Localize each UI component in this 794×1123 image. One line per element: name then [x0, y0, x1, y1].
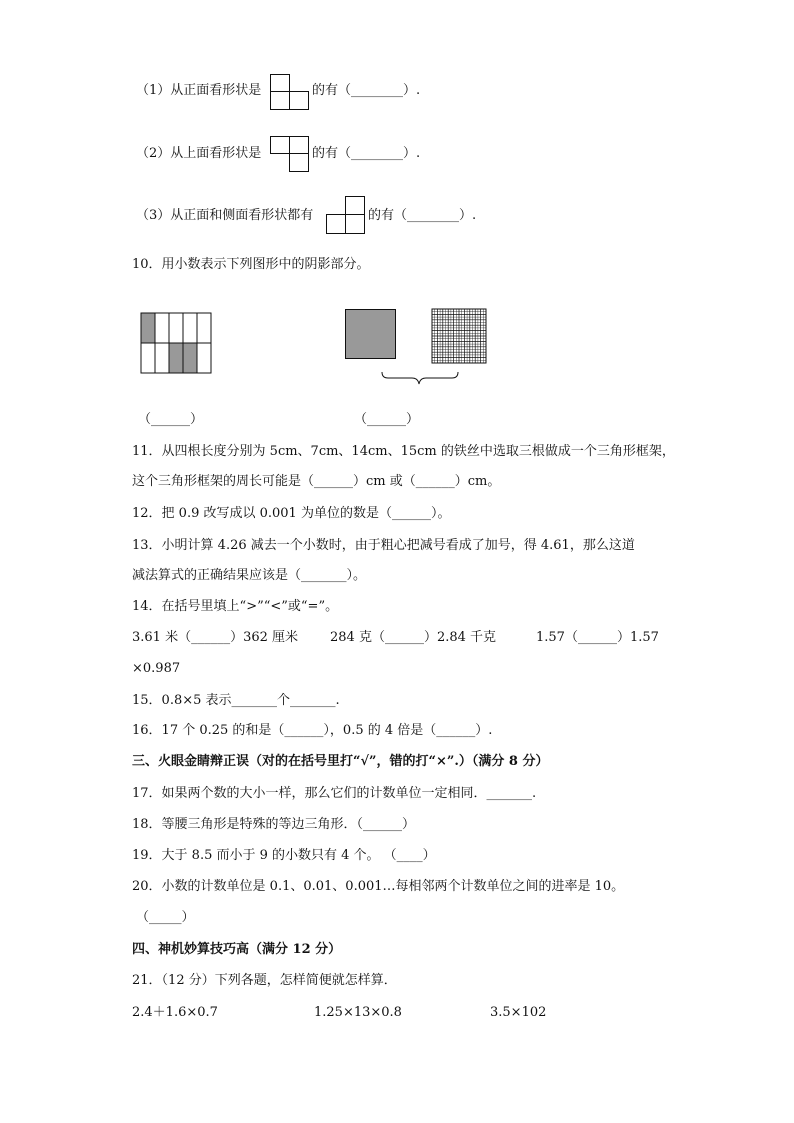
q16-text: 16．17 个 0.25 的和是（______），0.5 的 4 倍是（______）.	[132, 723, 493, 738]
q17-text: 17．如果两个数的大小一样，那么它们的计数单位一定相同．_______.	[132, 786, 537, 801]
bar-cell	[141, 343, 155, 373]
bar-cell	[183, 313, 197, 343]
front-view-shape-icon	[270, 74, 310, 110]
q14-compare-c: 1.57（______）1.57	[536, 630, 659, 645]
q20-line1: 20．小数的计数单位是 0.1、0.01、0.001…每相邻两个计数单位之间的进率是 10。	[132, 879, 625, 894]
q21-expression3: 3.5×102	[490, 1005, 547, 1020]
bar-cell	[155, 313, 169, 343]
front-side-view-shape-icon	[326, 196, 366, 234]
section3-title: 三、火眼金睛辩正误（对的在括号里打“√”，错的打“×”.）（满分 8 分）	[132, 754, 549, 769]
q13-line2: 减法算式的正确结果应该是（_______）。	[132, 568, 367, 583]
q14-compare-a: 3.61 米（______）362 厘米	[132, 630, 299, 645]
q14-compare-b: 284 克（______）2.84 千克	[330, 630, 497, 645]
q14-compare-c-continued: ×0.987	[132, 661, 181, 676]
q21-expression2: 1.25×13×0.8	[314, 1005, 402, 1020]
q10-hundred-grid	[432, 309, 486, 363]
bar-cell	[197, 313, 211, 343]
bar-cell	[141, 313, 155, 343]
q15-text: 15．0.8×5 表示_______个_______.	[132, 693, 340, 708]
q10-answer1: （______）	[138, 412, 204, 427]
bar-cell	[197, 343, 211, 373]
q14-text: 14．在括号里填上“>”“<”或“=”。	[132, 599, 339, 614]
q9-part1-suffix: 的有（________）.	[312, 83, 421, 98]
q10-text: 10．用小数表示下列图形中的阴影部分。	[132, 257, 370, 272]
q13-line1: 13．小明计算 4.26 减去一个小数时，由于粗心把减号看成了加号，得 4.61，那么这道	[132, 538, 635, 553]
q9-part2-prefix: （2）从上面看形状是	[136, 146, 262, 161]
q9-part2-suffix: 的有（________）.	[312, 146, 421, 161]
q10-bar-figure	[140, 312, 214, 376]
bar-cell	[169, 343, 183, 373]
q11-line2: 这个三角形框架的周长可能是（______）cm 或（______）cm。	[132, 474, 501, 489]
q12-text: 12．把 0.9 改写成以 0.001 为单位的数是（______）。	[132, 506, 451, 521]
q19-text: 19．大于 8.5 而小于 9 的小数只有 4 个。 （____）	[132, 848, 436, 863]
bar-cell	[169, 313, 183, 343]
q20-line2: （_____）	[136, 910, 195, 925]
q10-shaded-square	[346, 310, 396, 359]
q21-text: 21．（12 分）下列各题，怎样简便就怎样算．	[132, 973, 397, 988]
q10-brace	[382, 372, 458, 384]
bar-cell	[155, 343, 169, 373]
section4-title: 四、神机妙算技巧高（满分 12 分）	[132, 942, 342, 957]
top-view-shape-icon	[270, 136, 310, 172]
q11-line1: 11．从四根长度分别为 5cm、7cm、14cm、15cm 的铁丝中选取三根做成一个三角形框架，	[132, 444, 675, 459]
q10-square-figures	[344, 308, 494, 388]
q10-answer2: （______）	[354, 412, 420, 427]
q9-part3-prefix: （3）从正面和侧面看形状都有	[136, 208, 314, 223]
q18-text: 18．等腰三角形是特殊的等边三角形．（______）	[132, 817, 416, 832]
q9-part1-prefix: （1）从正面看形状是	[136, 83, 262, 98]
q21-expression1: 2.4＋1.6×0.7	[132, 1005, 218, 1020]
q9-part3-suffix: 的有（________）.	[368, 208, 477, 223]
bar-cell	[183, 343, 197, 373]
